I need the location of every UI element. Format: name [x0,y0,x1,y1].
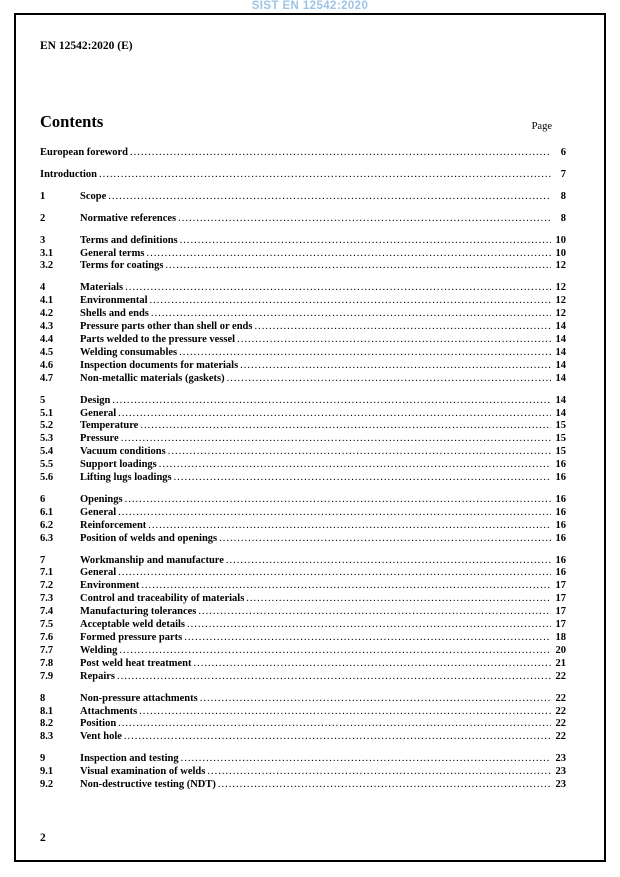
toc-entry-number: 7.5 [40,619,54,631]
toc-entry-number: 4.3 [40,321,54,333]
toc-group [40,213,566,226]
toc-entry-title: Welding consumables [80,346,178,358]
toc-entry-title: Post weld heat treatment [80,657,192,669]
toc-entry [40,593,566,606]
toc-entry [40,446,566,459]
toc-entry [40,334,566,347]
toc-entry-page: 14 [555,407,566,419]
toc-leader-dots [118,718,551,731]
toc-entry-number: 6.1 [40,506,54,518]
toc-entry-title: Position [80,718,117,730]
toc-entry-title: European foreword [40,147,128,158]
toc-entry-title: Inspection documents for materials [80,359,239,371]
toc-entry [40,321,566,334]
toc-leader-dots [237,334,551,347]
toc-entry-number: 4.7 [40,372,54,384]
toc-leader-dots [108,191,551,204]
toc-entry-number: 1 [40,190,46,202]
toc-leader-dots [119,645,551,658]
toc-entry-number: 7.4 [40,606,54,618]
toc-entry-page: 10 [555,247,566,259]
toc-entry-page: 15 [555,446,566,458]
toc-entry [40,555,566,568]
toc-entry-number: 8 [40,692,46,704]
toc-entry-title: General terms [80,247,145,259]
contents-title: Contents [40,112,104,131]
toc-entry [40,235,566,248]
toc-entry-title: Temperature [80,420,139,432]
toc-entry-number: 8.1 [40,705,54,717]
toc-entry-title: Formed pressure parts [80,632,183,643]
toc-entry-title: Non-metallic materials (gaskets) [80,372,225,384]
toc-leader-dots [218,779,551,792]
toc-entry-number: 5.2 [40,420,54,432]
toc-entry-title: Visual examination of welds [80,766,206,778]
toc-entry-page: 22 [555,692,566,704]
toc-entry-page: 12 [555,295,566,307]
toc-leader-dots [125,494,551,507]
doc-header: EN 12542:2020 (E) [40,40,133,52]
toc-entry [40,619,566,632]
toc-entry-number: 7.6 [40,632,54,643]
toc-entry-page: 22 [555,705,566,717]
toc-entry-title: Non-destructive testing (NDT) [80,779,216,791]
watermark-text: SIST EN 12542:2020 [251,0,369,12]
toc-leader-dots [118,408,551,421]
toc-group [40,395,566,485]
toc-entry-title: Position of welds and openings [80,532,218,544]
toc-entry-number: 9.2 [40,779,54,791]
toc-entry-title: Terms for coatings [80,260,164,272]
toc-entry [40,459,566,472]
toc-entry-title: General [80,506,117,518]
toc-entry-page: 16 [555,493,566,505]
toc-entry-page: 14 [555,333,566,345]
toc-entry-title: Manufacturing tolerances [80,606,197,618]
toc-entry [40,260,566,273]
toc-entry-number: 7.8 [40,657,54,669]
contents-header-row [40,112,566,132]
toc-entry-number: 7.9 [40,670,54,682]
toc-entry-title: Parts welded to the pressure vessel [80,333,236,345]
toc-leader-dots [198,606,551,619]
toc-entry-page: 22 [555,670,566,682]
toc-leader-dots [226,555,551,568]
toc-entry [40,408,566,421]
toc-entry-page: 17 [555,606,566,618]
toc-entry-page: 16 [555,554,566,566]
toc-entry-page: 8 [560,190,566,202]
toc-leader-dots [118,507,551,520]
toc-entry [40,718,566,731]
toc-entry-page: 8 [560,212,566,224]
toc-entry-title: Lifting lugs loadings [80,472,172,484]
toc-leader-dots [179,347,551,360]
toc-entry [40,753,566,766]
toc-entry-number: 3.2 [40,260,54,272]
toc-entry-page: 17 [555,619,566,631]
toc-entry-title: Pressure parts other than shell or ends [80,321,253,333]
toc-entry-number: 7.2 [40,580,54,592]
toc-entry-number: 7.1 [40,567,54,579]
toc-entry [40,520,566,533]
toc-entry [40,766,566,779]
toc-entry-title: Attachments [80,705,138,717]
toc-entry-page: 14 [555,321,566,333]
toc-group [40,191,566,204]
toc-entry-title: Normative references [80,212,177,224]
toc-entry [40,282,566,295]
toc-entry-page: 17 [555,593,566,605]
toc-entry [40,779,566,792]
toc-entry-title: Terms and definitions [80,234,178,246]
toc-entry [40,248,566,261]
toc-entry-page: 15 [555,420,566,432]
toc-entry-page: 12 [555,260,566,272]
toc-entry-number: 5.3 [40,433,54,445]
toc-entry [40,191,566,204]
toc-entry-number: 4.6 [40,359,54,371]
toc-leader-dots [121,433,551,446]
toc-entry-page: 10 [555,234,566,246]
toc-entry-number: 9.1 [40,766,54,778]
toc-entry [40,658,566,671]
toc-group [40,555,566,684]
toc-leader-dots [148,520,551,533]
toc-entry-title: Materials [80,282,124,294]
toc-group [40,753,566,792]
toc-entry-title: General [80,567,117,579]
toc-entry [40,671,566,684]
toc-entry [40,580,566,593]
toc-entry-title: Inspection and testing [80,753,179,765]
toc-leader-dots [184,632,551,645]
toc-entry-page: 14 [555,372,566,384]
toc-leader-dots [151,308,551,321]
toc-entry-number: 4.1 [40,295,54,307]
toc-entry-page: 20 [555,644,566,656]
toc-entry-number: 5.6 [40,472,54,484]
toc-entry-page: 16 [555,506,566,518]
toc-entry-page: 23 [555,779,566,791]
toc-entry [40,147,566,160]
toc-entry-page: 17 [555,580,566,592]
toc-leader-dots [180,235,551,248]
toc-entry [40,308,566,321]
toc-leader-dots [174,472,551,485]
toc-entry-number: 5 [40,394,46,406]
toc-entry-number: 3 [40,234,46,246]
toc-entry-title: Environmental [80,295,148,307]
toc-leader-dots [140,420,551,433]
toc-entry [40,295,566,308]
toc-list [40,147,566,792]
toc-leader-dots [149,295,551,308]
toc-group [40,147,566,160]
toc-entry-title: Reinforcement [80,519,147,531]
toc-entry [40,433,566,446]
toc-leader-dots [240,360,551,373]
toc-entry-page: 12 [555,308,566,320]
toc-leader-dots [207,766,551,779]
toc-entry-page: 18 [555,632,566,643]
toc-entry [40,360,566,373]
toc-entry-title: Vent hole [80,731,122,743]
toc-entry-number: 8.2 [40,718,54,730]
toc-entry-page: 22 [555,718,566,730]
toc-entry-page: 16 [555,532,566,544]
page-column-label: Page [531,121,552,132]
toc-entry-title: Repairs [80,670,115,682]
toc-entry-number: 8.3 [40,731,54,743]
toc-entry-page: 16 [555,472,566,484]
toc-entry [40,213,566,226]
toc-leader-dots [227,373,551,386]
toc-entry [40,632,566,645]
toc-leader-dots [159,459,551,472]
toc-entry-title: Scope [80,190,107,202]
toc-entry [40,533,566,546]
toc-group [40,693,566,745]
toc-entry [40,693,566,706]
toc-leader-dots [194,658,552,671]
toc-leader-dots [117,671,551,684]
toc-group [40,494,566,546]
toc-entry-number: 6 [40,493,46,505]
toc-entry-number: 4.5 [40,346,54,358]
toc-leader-dots [112,395,551,408]
toc-entry-page: 12 [555,282,566,294]
toc-entry-number: 9 [40,753,46,765]
toc-entry-number: 2 [40,212,46,224]
toc-leader-dots [178,213,551,226]
toc-group [40,235,566,274]
toc-entry-title: Pressure [80,433,119,445]
page-border [14,13,606,862]
toc-leader-dots [254,321,551,334]
toc-entry [40,507,566,520]
toc-entry-title: General [80,407,117,419]
toc-entry-title: Vacuum conditions [80,446,166,458]
toc-entry-title: Control and traceability of materials [80,593,245,605]
toc-entry [40,731,566,744]
toc-entry-page: 14 [555,359,566,371]
toc-entry-title: Workmanship and manufacture [80,554,224,566]
toc-leader-dots [165,260,551,273]
toc-leader-dots [219,533,551,546]
toc-leader-dots [141,580,551,593]
toc-leader-dots [187,619,551,632]
toc-entry [40,645,566,658]
toc-entry-number: 5.4 [40,446,54,458]
toc-entry-page: 23 [555,766,566,778]
toc-entry-number: 7.7 [40,644,54,656]
toc-entry-title: Acceptable weld details [80,619,185,631]
toc-leader-dots [139,706,551,719]
toc-entry-number: 4 [40,282,46,294]
toc-entry-page: 15 [555,433,566,445]
toc-leader-dots [181,753,551,766]
toc-entry [40,472,566,485]
toc-entry-number: 3.1 [40,247,54,259]
toc-entry-title: Welding [80,644,118,656]
toc-entry [40,420,566,433]
toc-entry-page: 16 [555,519,566,531]
toc-entry-page: 16 [555,567,566,579]
toc-leader-dots [130,147,551,160]
toc-leader-dots [200,693,551,706]
toc-leader-dots [146,248,551,261]
toc-entry-number: 6.3 [40,532,54,544]
toc-entry [40,373,566,386]
toc-entry-page: 7 [560,168,566,180]
toc-entry-title: Design [80,394,111,406]
toc-entry-number: 4.2 [40,308,54,320]
toc-entry-number: 5.1 [40,407,54,419]
toc-entry-title: Environment [80,580,140,592]
toc-leader-dots [168,446,551,459]
toc-entry-page: 23 [555,753,566,765]
toc-entry [40,606,566,619]
toc-entry-page: 14 [555,394,566,406]
toc-entry-title: Openings [80,493,123,505]
toc-entry-number: 5.5 [40,459,54,471]
toc-entry-page: 16 [555,459,566,471]
toc-entry-page: 14 [555,346,566,358]
toc-group [40,169,566,182]
toc-entry-number: 7.3 [40,593,54,605]
toc-group [40,282,566,385]
toc-leader-dots [246,593,551,606]
toc-entry-page: 21 [555,657,566,669]
toc-entry [40,494,566,507]
toc-entry [40,567,566,580]
toc-entry-page: 6 [560,147,566,158]
toc-entry-number: 7 [40,554,46,566]
toc-entry [40,706,566,719]
toc-entry-title: Shells and ends [80,308,149,320]
toc-entry-title: Support loadings [80,459,157,471]
toc-entry [40,395,566,408]
toc-leader-dots [99,169,551,182]
toc-entry [40,169,566,182]
toc-leader-dots [124,731,551,744]
toc-leader-dots [125,282,551,295]
toc-entry-title: Non-pressure attachments [80,692,198,704]
toc-entry-title: Introduction [40,168,97,180]
toc-entry [40,347,566,360]
page-number: 2 [40,832,46,844]
toc-entry-number: 6.2 [40,519,54,531]
toc-entry-number: 4.4 [40,333,54,345]
toc-leader-dots [118,567,551,580]
toc-entry-page: 22 [555,731,566,743]
